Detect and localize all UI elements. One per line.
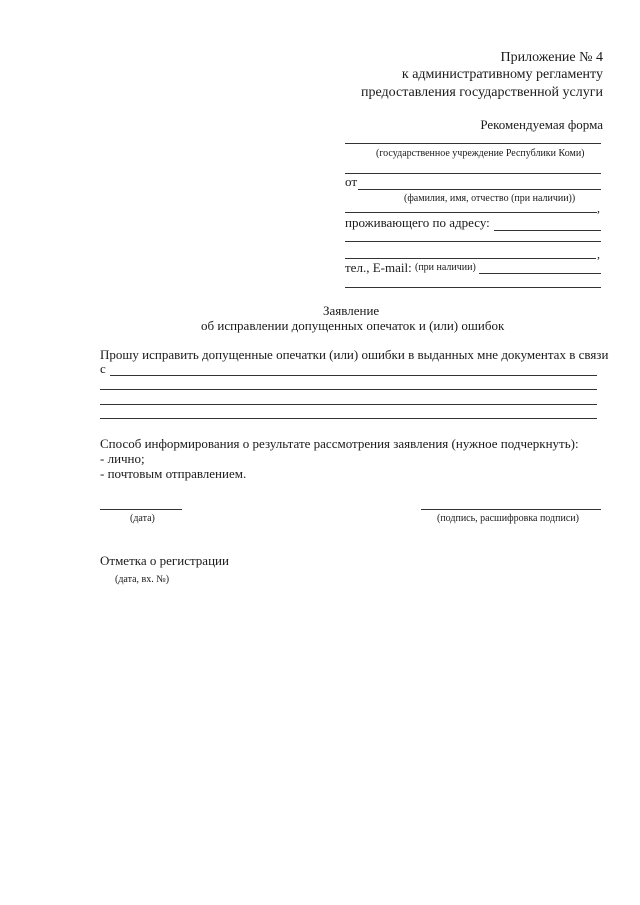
from-label: от bbox=[345, 174, 358, 189]
address-line bbox=[494, 230, 601, 231]
phone-note: (при наличии) bbox=[415, 262, 476, 273]
registration-label: Отметка о регистрации bbox=[100, 553, 229, 568]
name-line bbox=[358, 189, 601, 190]
phone-line bbox=[479, 273, 601, 274]
institution-line bbox=[345, 143, 601, 144]
name-line-2 bbox=[345, 212, 597, 213]
comma-1: , bbox=[597, 201, 600, 215]
document-title: Заявление bbox=[323, 303, 380, 318]
request-line-1 bbox=[110, 375, 597, 376]
request-line-2 bbox=[100, 389, 597, 390]
address-label: проживающего по адресу: bbox=[345, 215, 490, 230]
recommended-form-label: Рекомендуемая форма bbox=[480, 117, 603, 132]
notification-title: Способ информирования о результате рассмотрения заявления (нужное подчеркнуть): bbox=[100, 436, 579, 451]
registration-caption: (дата, вх. №) bbox=[115, 574, 170, 585]
address-line-3 bbox=[345, 258, 596, 259]
appendix-line-2: к административному регламенту bbox=[401, 67, 603, 82]
institution-caption: (государственное учреждение Республики Коми) bbox=[376, 148, 585, 159]
institution-line-2 bbox=[345, 173, 601, 174]
request-line-4 bbox=[100, 418, 597, 419]
date-caption: (дата) bbox=[130, 513, 155, 524]
notification-option-mail: - почтовым отправлением. bbox=[100, 466, 247, 481]
appendix-line-3: предоставления государственной услуги bbox=[361, 85, 603, 100]
phone-line-2 bbox=[345, 287, 601, 288]
signature-caption: (подпись, расшифровка подписи) bbox=[437, 513, 579, 524]
document-subtitle: об исправлении допущенных опечаток и (или) ошибок bbox=[201, 318, 505, 333]
notification-option-personal: - лично; bbox=[100, 451, 145, 466]
comma-2: , bbox=[597, 247, 600, 261]
date-line bbox=[100, 509, 182, 510]
request-text: Прошу исправить допущенные опечатки (или) ошибки в выданных мне документах в связи bbox=[100, 347, 609, 362]
phone-label: тел., E-mail: bbox=[345, 260, 412, 275]
request-c-label: с bbox=[100, 361, 106, 376]
appendix-title: Приложение № 4 bbox=[500, 50, 603, 65]
request-line-3 bbox=[100, 404, 597, 405]
signature-line bbox=[421, 509, 601, 510]
address-line-2 bbox=[345, 241, 601, 242]
name-caption: (фамилия, имя, отчество (при наличии)) bbox=[404, 193, 576, 204]
